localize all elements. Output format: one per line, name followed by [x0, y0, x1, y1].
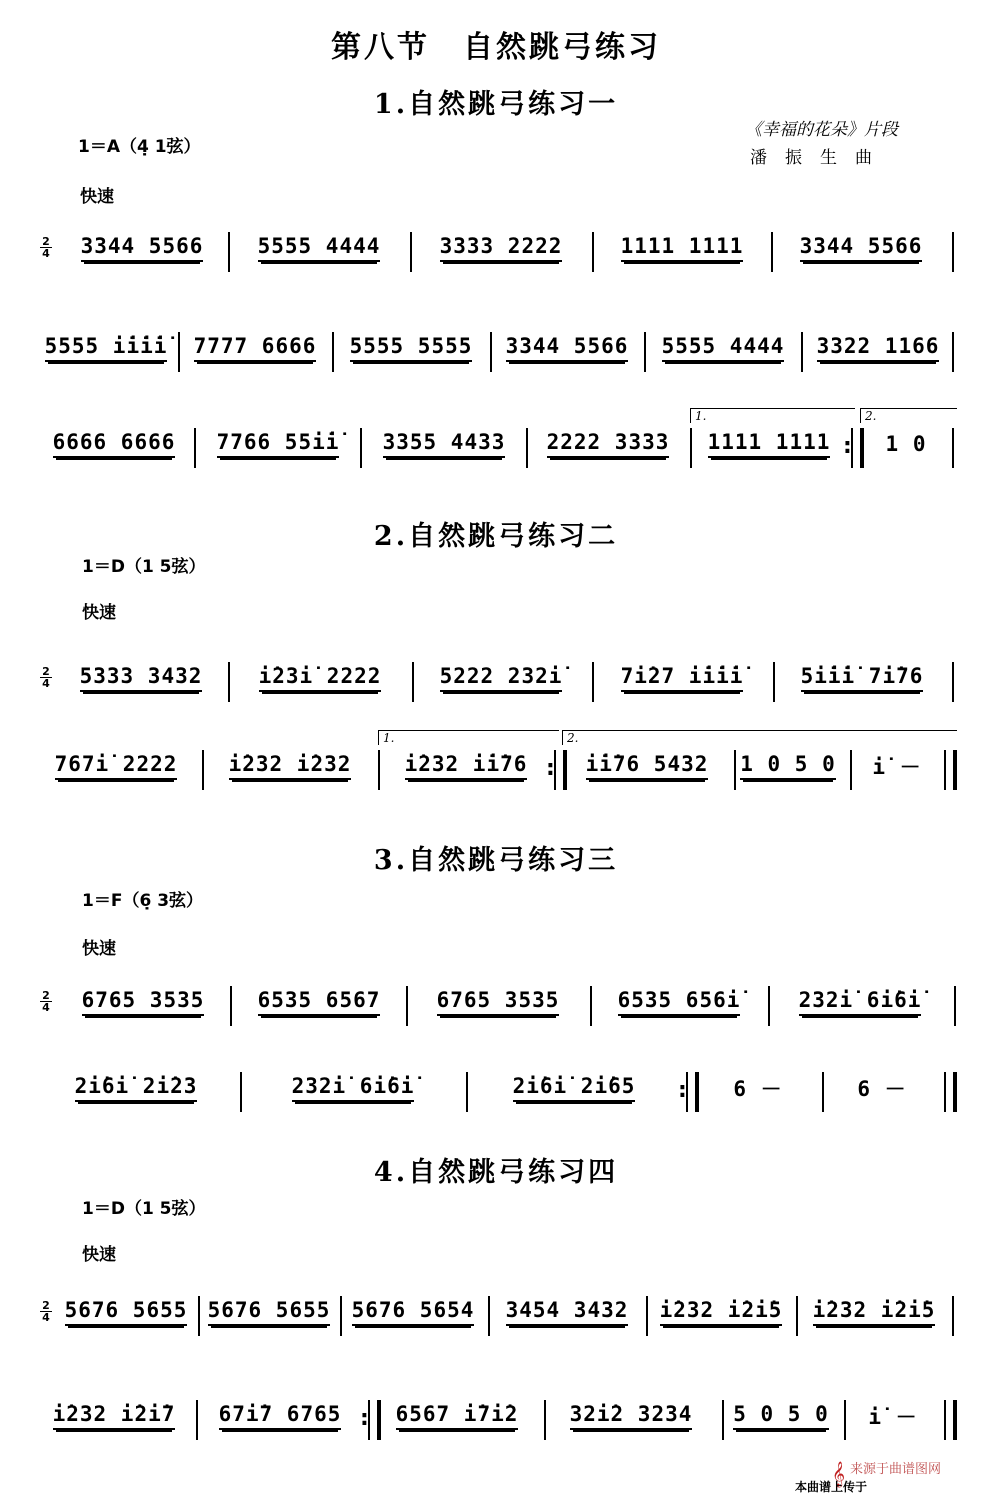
tempo-marking-3: 快速 [82, 939, 116, 959]
measure: 3344 5566 [494, 318, 640, 378]
staff-row [0, 1386, 992, 1446]
measure: 6 － [857, 1077, 907, 1101]
measure: i̇232 i̇i̇76 [382, 736, 550, 796]
barline [230, 986, 232, 1026]
final-barline [944, 750, 957, 790]
tempo-marking-4: 快速 [82, 1245, 116, 1265]
key-signature-1: 1＝A（4̣ 1弦） [78, 137, 201, 157]
barline [544, 1400, 546, 1440]
barline [360, 428, 362, 468]
key-signature-2: 1＝D（1 5弦） [82, 557, 206, 577]
volta-bracket-2: 2. [562, 730, 957, 745]
barline [952, 1296, 954, 1336]
barline [722, 1400, 724, 1440]
barline [490, 332, 492, 372]
barline [771, 232, 773, 272]
measure: i̇ － [872, 755, 922, 779]
barline [592, 662, 594, 702]
barline [488, 1296, 490, 1336]
barline [590, 986, 592, 1026]
measure: 5555 4444 [648, 318, 798, 378]
measure: 5676 5655 [202, 1282, 336, 1342]
composer: 潘振生曲 [750, 148, 890, 168]
time-signature: 2 4 [40, 236, 52, 259]
section-title-2: 2.自然跳弓练习二 [373, 521, 619, 552]
barline [773, 662, 775, 702]
barline [690, 428, 692, 468]
measure: 1111 1111 [596, 218, 768, 278]
time-signature: 2 4 [40, 990, 52, 1013]
measure: 3355 4433 [364, 414, 524, 474]
measure: i̇i̇76 5432 [564, 736, 730, 796]
section-title-3: 3.自然跳弓练习三 [373, 845, 619, 876]
measure: i̇232 i̇2i̇7 [36, 1386, 192, 1446]
measure: 6 － [733, 1077, 783, 1101]
barline [952, 332, 954, 372]
staff-row [0, 1282, 992, 1342]
barline [952, 232, 954, 272]
barline [734, 750, 736, 790]
barline [410, 232, 412, 272]
staff-row [0, 648, 992, 708]
barline [412, 662, 414, 702]
measure: 3333 2222 [414, 218, 588, 278]
measure: 5676 5655 [58, 1282, 194, 1342]
tempo-marking-1: 快速 [80, 187, 114, 207]
barline [406, 986, 408, 1026]
watermark: 来源于曲谱图网 [850, 1462, 942, 1477]
measure: i̇232 i̇2i̇5 [650, 1282, 792, 1342]
barline [228, 662, 230, 702]
source-attribution: 《幸福的花朵》片段 [745, 120, 898, 140]
volta-bracket-2: 2. [860, 408, 957, 423]
measure: i̇23i̇ 2222 [232, 648, 408, 708]
barline [198, 1296, 200, 1336]
barline [954, 986, 956, 1026]
time-signature: 2 4 [40, 1300, 52, 1323]
measure: 5222 232i̇ [416, 648, 586, 708]
barline [240, 1072, 242, 1112]
measure: 1 0 5 0 [738, 736, 838, 796]
measure: 6567 i̇7i̇2 [380, 1386, 534, 1446]
barline [592, 232, 594, 272]
staff-row [0, 318, 992, 378]
measure: 1 0 [885, 432, 927, 456]
measure: 5555 4444 [232, 218, 406, 278]
measure: 5i̇i̇i̇ 7i̇76 [777, 648, 947, 708]
measure: 5333 3432 [58, 648, 224, 708]
barline [850, 750, 852, 790]
measure: 3454 3432 [492, 1282, 642, 1342]
measure: 32i̇2 3234 [548, 1386, 714, 1446]
measure: 5 0 5 0 [726, 1386, 836, 1446]
measure: 3344 5566 [58, 218, 226, 278]
measure: 7766 55i̇i̇ [198, 414, 358, 474]
measure: 6666 6666 [36, 414, 192, 474]
key-signature-4: 1＝D（1 5弦） [82, 1199, 206, 1219]
measure: 2i̇6i̇ 2i̇23 [36, 1058, 236, 1118]
barline [228, 232, 230, 272]
barline [196, 1400, 198, 1440]
barline [466, 1072, 468, 1112]
measure: 3344 5566 [775, 218, 947, 278]
final-barline [944, 1400, 957, 1440]
barline [332, 332, 334, 372]
measure: 2i̇6i̇ 2i̇65 [470, 1058, 678, 1118]
measure: 767i̇ 2222 [36, 736, 196, 796]
staff-row [0, 1058, 992, 1118]
barline [768, 986, 770, 1026]
measure: 5676 5654 [344, 1282, 482, 1342]
measure: i̇232 i̇2i̇5 [800, 1282, 948, 1342]
measure: 67i̇7 6765 [200, 1386, 360, 1446]
measure: 6765 3535 [410, 972, 586, 1032]
barline [178, 332, 180, 372]
barline [202, 750, 204, 790]
measure: 7i̇27 i̇i̇i̇i̇ [596, 648, 768, 708]
volta-bracket-1: 1. [378, 730, 559, 745]
measure: i̇232 i̇232 [206, 736, 374, 796]
measure: 6765 3535 [58, 972, 228, 1032]
barline [378, 750, 380, 790]
barline [844, 1400, 846, 1440]
staff-row [0, 972, 992, 1032]
measure: 6535 6567 [234, 972, 404, 1032]
footer-note: 本曲谱上传于 [795, 1480, 868, 1494]
barline [194, 428, 196, 468]
barline [646, 1296, 648, 1336]
page-title: 第八节 自然跳弓练习 [331, 30, 661, 65]
section-title-4: 4.自然跳弓练习四 [373, 1157, 619, 1188]
barline [952, 662, 954, 702]
volta-bracket-1: 1. [690, 408, 855, 423]
measure: 6535 656i̇ [594, 972, 764, 1032]
measure: 2222 3333 [530, 414, 686, 474]
treble-clef-icon: 𝄞 [832, 1462, 846, 1487]
staff-row [0, 218, 992, 278]
barline [644, 332, 646, 372]
measure: 3322 1166 [805, 318, 951, 378]
final-barline [944, 1072, 957, 1112]
section-title-1: 1.自然跳弓练习一 [373, 89, 619, 120]
measure: 7777 6666 [182, 318, 328, 378]
measure: 232i̇ 6i̇6i̇ [772, 972, 948, 1032]
measure: 5555 5555 [336, 318, 486, 378]
measure: i̇ － [868, 1405, 918, 1429]
tempo-marking-2: 快速 [82, 603, 116, 623]
time-signature: 2 4 [40, 666, 52, 689]
barline [801, 332, 803, 372]
key-signature-3: 1＝F（6̣ 3弦） [82, 891, 204, 911]
staff-row [0, 409, 992, 474]
barline [822, 1072, 824, 1112]
barline [526, 428, 528, 468]
barline [340, 1296, 342, 1336]
measure: 232i̇ 6i̇6i̇ [244, 1058, 462, 1118]
measure: 5555 i̇i̇i̇i̇ [36, 318, 176, 378]
barline [952, 428, 954, 468]
measure: 1111 1111 [694, 414, 844, 474]
staff-row [0, 731, 992, 796]
barline [796, 1296, 798, 1336]
